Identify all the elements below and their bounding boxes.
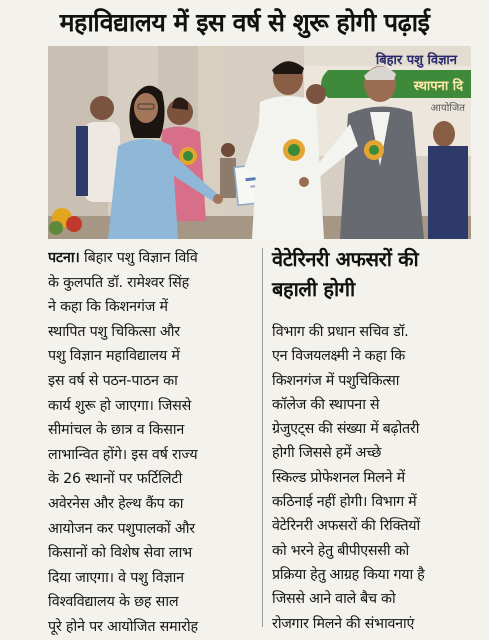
text-line: एन विजयलक्ष्मी ने कहा कि bbox=[272, 348, 405, 365]
banner-band-text: स्थापना दि bbox=[413, 79, 463, 94]
text-line: होगी जिससे हमें अच्छे bbox=[272, 445, 382, 462]
text-line: वेटेरिनरी अफसरों की रिक्तियों bbox=[272, 518, 420, 535]
text-line: के 26 स्थानों पर फर्टिलिटी bbox=[48, 471, 183, 488]
text-line: ने कहा कि किशनगंज में bbox=[48, 299, 168, 316]
text-line: कार्य शुरू हो जाएगा। जिससे bbox=[48, 397, 192, 414]
text-line: इस वर्ष से पठन-पाठन का bbox=[48, 372, 178, 389]
banner-subtext: आयोजित bbox=[430, 103, 465, 114]
text-line: पशु विज्ञान महाविद्यालय में bbox=[48, 348, 180, 365]
banner-title: बिहार पशु विज्ञान bbox=[375, 53, 457, 68]
text-line: ग्रेजुएट्स की संख्या में बढ़ोतरी bbox=[272, 421, 420, 438]
article-body bbox=[0, 244, 489, 635]
subheading bbox=[272, 244, 472, 304]
text-line: जिससे आने वाले बैच को bbox=[272, 591, 396, 608]
text-line: पूरे होने पर आयोजित समारोह bbox=[48, 618, 198, 635]
text-line: रोजगार मिलने की संभावनाएं bbox=[272, 615, 415, 632]
text-line: को भरने हेतु बीपीएससी को bbox=[272, 542, 409, 559]
text-line: किसानों को विशेष सेवा लाभ bbox=[48, 545, 192, 562]
text-span: बिहार पशु विज्ञान विवि bbox=[83, 250, 198, 266]
text-line: आयोजन कर पशुपालकों और bbox=[48, 520, 195, 537]
right-column bbox=[272, 244, 472, 636]
dateline: पटना। bbox=[48, 250, 80, 266]
subheading-line: बहाली होगी bbox=[272, 277, 355, 301]
text-line: कठिनाई नहीं होगी। विभाग में bbox=[272, 494, 417, 511]
text-line: दिया जाएगा। वे पशु विज्ञान bbox=[48, 569, 184, 586]
text-line: विश्वविद्यालय के छह साल bbox=[48, 594, 179, 611]
headline: महाविद्यालय में इस वर्ष से शुरू होगी पढ़ाई bbox=[59, 8, 430, 37]
text-line bbox=[48, 246, 254, 271]
subheading-line: वेटेरिनरी अफसरों की bbox=[272, 247, 419, 271]
text-line: विभाग की प्रधान सचिव डॉ. bbox=[272, 324, 409, 340]
text-line: लाभान्वित होंगे। इस वर्ष राज्य bbox=[48, 446, 198, 463]
text-line: अवेरनेस और हेल्थ कैंप का bbox=[48, 495, 184, 512]
text-line: स्किल्ड प्रोफेशनल मिलने में bbox=[272, 469, 405, 486]
text-line: स्थापित पशु चिकित्सा और bbox=[48, 323, 180, 340]
column-divider bbox=[262, 248, 263, 627]
photo-illustration bbox=[48, 46, 471, 239]
left-column bbox=[48, 246, 254, 640]
text-line: किशनगंज में पशुचिकित्सा bbox=[272, 372, 400, 389]
right-column-body bbox=[272, 320, 472, 636]
text-line: कॉलेज की स्थापना से bbox=[272, 396, 380, 413]
news-photo bbox=[48, 46, 471, 239]
text-line: सीमांचल के छात्र व किसान bbox=[48, 422, 185, 439]
text-line: प्रक्रिया हेतु आग्रह किया गया है bbox=[272, 566, 425, 583]
text-line: के कुलपति डॉ. रामेश्वर सिंह bbox=[48, 274, 190, 291]
